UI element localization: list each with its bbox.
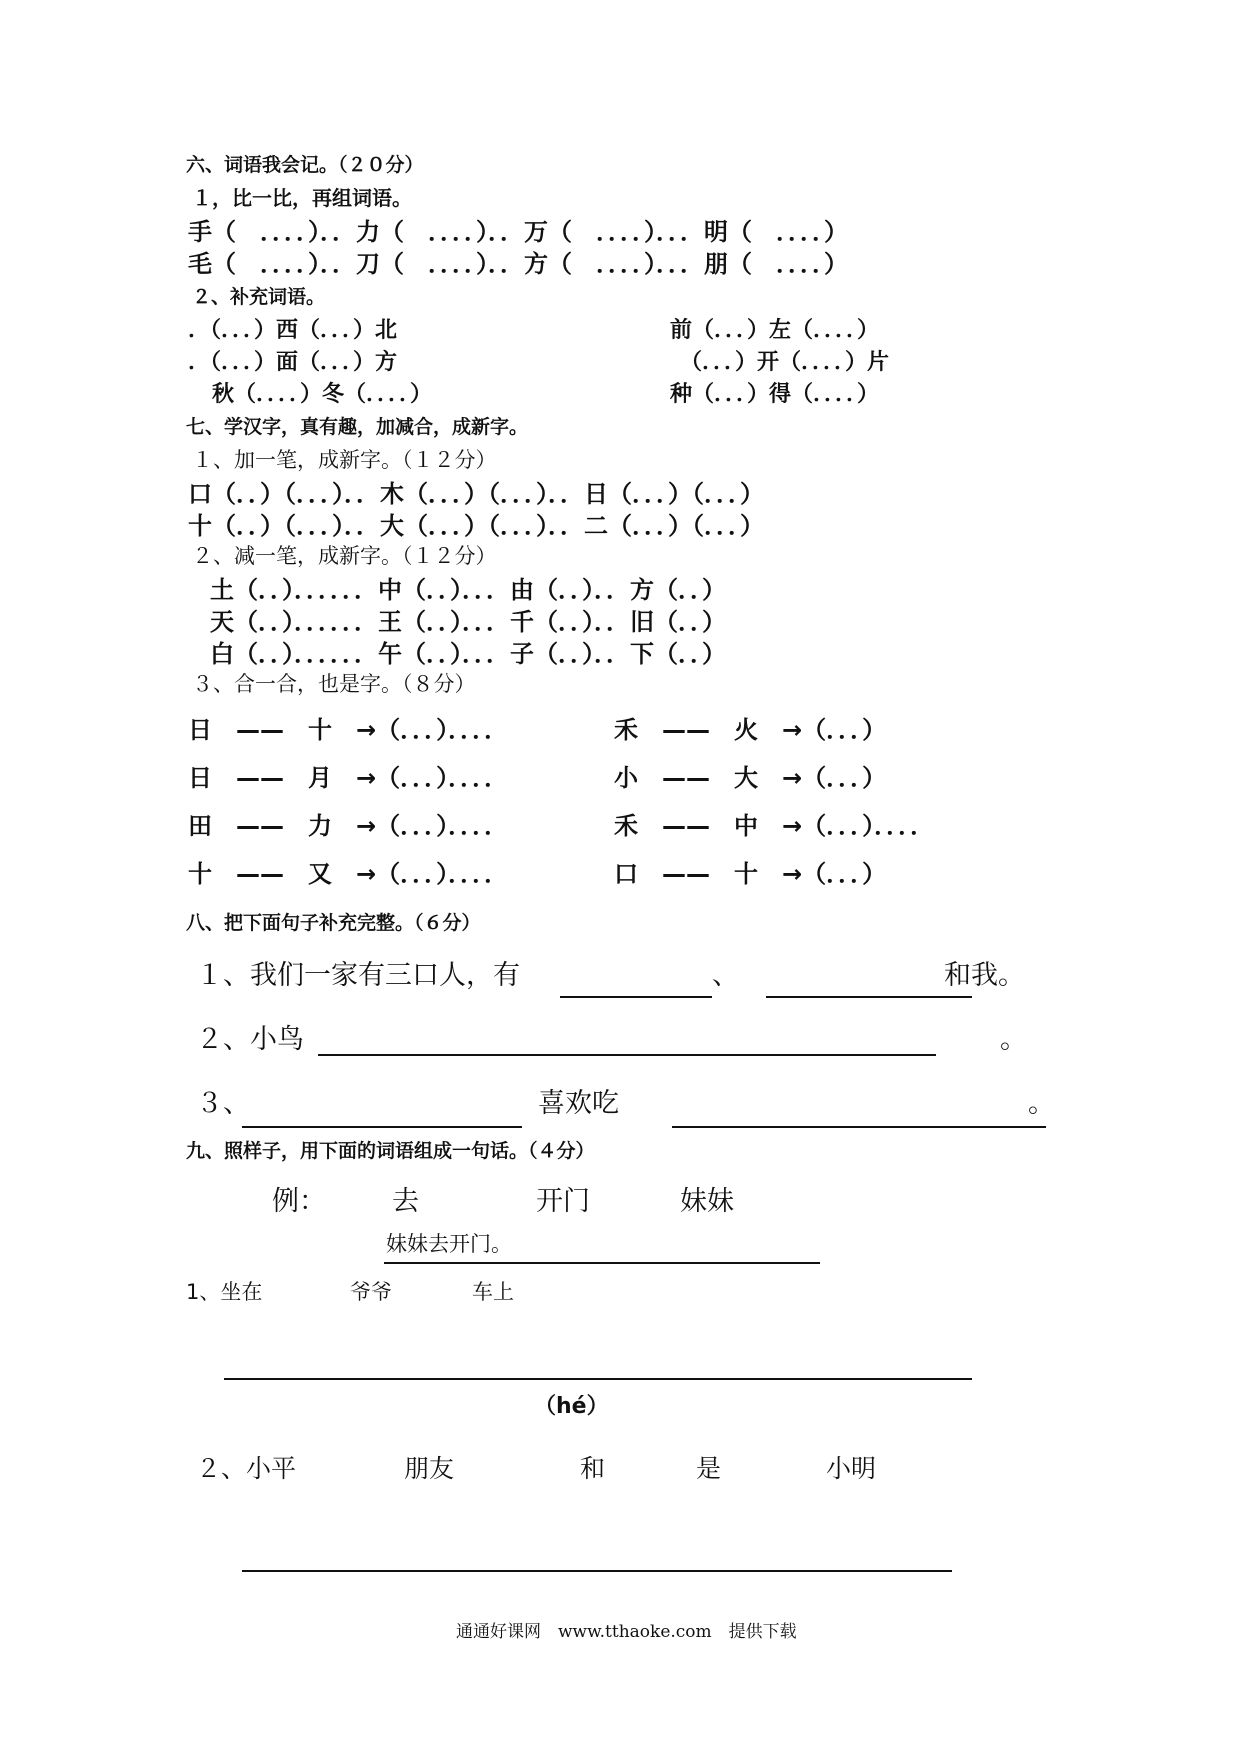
s9-q1-answer-line[interactable] (224, 1378, 972, 1380)
s7-q3-row-2-left: 日 —— 月 →（．．．）．．．． (188, 764, 509, 792)
s7-q3-row-3-left: 田 —— 力 →（．．．）．．．． (188, 812, 509, 840)
s8-q1-end: 和我。 (944, 960, 1025, 991)
s9-example-underline (384, 1262, 820, 1264)
s6-q2-row-2-left: ．（．．．）面（．．．）方 (188, 350, 398, 375)
s9-example-word-2: 开门 (536, 1186, 590, 1217)
s9-q1-word-2: 爷爷 (350, 1280, 392, 1304)
section-9-heading: 九、照样子，用下面的词语组成一句话。（４分） (186, 1140, 595, 1162)
section-8-heading: 八、把下面句子补充完整。（６分） (186, 912, 481, 934)
s8-q3-middle: 喜欢吃 (538, 1088, 619, 1119)
s8-q1-blank-1[interactable] (560, 996, 712, 998)
s9-q2-word-3: 和 (580, 1454, 606, 1483)
s9-example-label: 例： (272, 1186, 326, 1217)
s8-q1-blank-2[interactable] (766, 996, 972, 998)
s7-q2-row-3: 白（．．）．．．．．．午（．．）．．．子（．．）．．下（．．） (210, 640, 726, 668)
s7-q3-row-4-left: 十 —— 又 →（．．．）．．．． (188, 860, 509, 888)
s6-q2-row-3-right: 种（．．．）得（．．．．） (670, 382, 880, 407)
s6-q1-title: １，比一比，再组词语。 (192, 186, 412, 210)
s7-q2-row-2: 天（．．）．．．．．．王（．．）．．．千（．．）．．旧（．．） (210, 608, 726, 636)
s6-q2-row-1-left: ．（．．．）西（．．．）北 (188, 318, 398, 343)
s9-example-answer: 妹妹去开门。 (386, 1232, 512, 1256)
s8-q1-separator: 、 (712, 960, 739, 991)
s7-q3-row-2-right: 小 —— 大 →（．．．） (614, 764, 887, 792)
s7-q2-title: ２、减一笔，成新字。（１２分） (192, 544, 497, 568)
s6-q2-row-2-right: （．．．）开（．．．．）片 (680, 350, 890, 375)
s6-q1-row-1: 手（ ．．．．）．．力（ ．．．．）．．万（ ．．．．）．．．明（ ．．．．） (188, 218, 848, 246)
s6-q2-row-1-right: 前（．．．）左（．．．．） (670, 318, 880, 343)
s7-q3-row-3-right: 禾 —— 中 →（．．．）．．．． (614, 812, 935, 840)
s7-q3-row-1-right: 禾 —— 火 →（．．．） (614, 716, 887, 744)
s7-q2-row-1: 土（．．）．．．．．．中（．．）．．．由（．．）．．方（．．） (210, 576, 726, 604)
s8-q3-blank-2[interactable] (672, 1126, 1046, 1128)
s6-q1-row-2: 毛（ ．．．．）．．刀（ ．．．．）．．方（ ．．．．）．．．朋（ ．．．．） (188, 250, 848, 278)
s8-q2-end: 。 (1000, 1024, 1027, 1055)
s9-q2-word-4: 是 (696, 1454, 722, 1483)
s8-q1-lead: １、我们一家有三口人，有 (196, 960, 520, 991)
s6-q2-title: ２、补充词语。 (192, 286, 326, 308)
section-7-heading: 七、学汉字，真有趣，加减合，成新字。 (186, 416, 529, 438)
footer-credit: 通通好课网 www.tthaoke.com 提供下载 (456, 1622, 797, 1642)
s7-q3-row-4-right: 口 —— 十 →（．．．） (614, 860, 887, 888)
s7-q1-row-2: 十（．．）（．．．）．．大（．．．）（．．．）．．二（．．．）（．．．） (188, 512, 764, 540)
s9-q2-answer-line[interactable] (242, 1570, 952, 1572)
s7-q3-title: ３、合一合，也是字。（８分） (192, 672, 476, 696)
s9-q1-word-1: 1、坐在 (186, 1280, 263, 1304)
s6-q2-row-3-left: 秋（．．．．）冬（．．．．） (212, 382, 433, 407)
s7-q1-row-1: 口（．．）（．．．）．．木（．．．）（．．．）．．日（．．．）（．．．） (188, 480, 764, 508)
s7-q3-row-1-left: 日 —— 十 →（．．．）．．．． (188, 716, 509, 744)
s8-q3-end: 。 (1028, 1088, 1055, 1119)
s9-q1-word-3: 车上 (472, 1280, 514, 1304)
s9-q2-word-5: 小明 (826, 1454, 877, 1483)
s9-pinyin-note: （hé） (534, 1394, 609, 1419)
s8-q2-lead: ２、小鸟 (196, 1024, 304, 1055)
section-6-heading: 六、词语我会记。（２０分） (186, 154, 424, 176)
s8-q2-blank[interactable] (318, 1054, 936, 1056)
s7-q1-title: １、加一笔，成新字。（１２分） (192, 448, 497, 472)
s9-example-word-3: 妹妹 (680, 1186, 734, 1217)
s8-q3-blank-1[interactable] (242, 1126, 522, 1128)
s8-q3-lead: ３、 (196, 1088, 250, 1119)
s9-q2-word-2: 朋友 (404, 1454, 455, 1483)
s9-example-word-1: 去 (392, 1186, 419, 1217)
s9-q2-word-1: ２、小平 (196, 1454, 297, 1483)
